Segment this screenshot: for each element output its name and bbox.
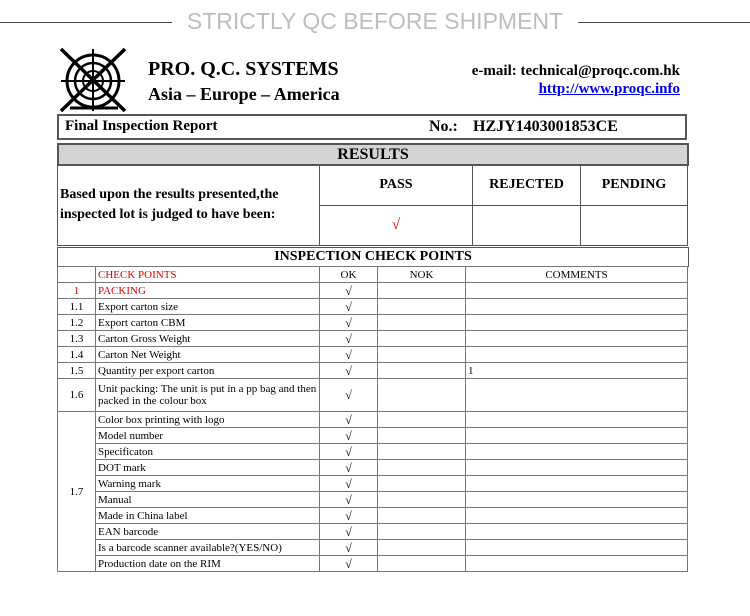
table-row xyxy=(58,476,688,492)
table-row xyxy=(58,347,688,363)
row-label: Export carton CBM xyxy=(96,315,320,331)
nok-cell xyxy=(378,299,466,315)
contact-email: e-mail: technical@proqc.com.hk xyxy=(471,63,680,79)
comment-cell xyxy=(466,331,688,347)
ok-mark: √ xyxy=(320,412,378,428)
row-label: Unit packing: The unit is put in a pp bag and then packed in the colour box xyxy=(96,379,320,412)
nok-cell xyxy=(378,444,466,460)
row-label: Production date on the RIM xyxy=(96,556,320,572)
comment-cell xyxy=(466,540,688,556)
row-label: EAN barcode xyxy=(96,524,320,540)
ok-mark: √ xyxy=(320,379,378,412)
row-label: Warning mark xyxy=(96,476,320,492)
nok-cell xyxy=(378,331,466,347)
nok-cell xyxy=(378,315,466,331)
ok-mark: √ xyxy=(320,299,378,315)
pass-column-header: PASS xyxy=(320,165,473,206)
comment-cell xyxy=(466,299,688,315)
row-number: 1.4 xyxy=(58,347,96,363)
comment-cell xyxy=(466,524,688,540)
company-regions: Asia – Europe – America xyxy=(148,84,340,104)
table-row xyxy=(58,524,688,540)
group-number: 1.7 xyxy=(58,412,96,572)
table-row xyxy=(58,315,688,331)
table-row xyxy=(58,283,688,299)
nok-cell xyxy=(378,556,466,572)
nok-cell xyxy=(378,347,466,363)
table-row xyxy=(58,508,688,524)
comment-cell xyxy=(466,379,688,412)
check-points-column-header: CHECK POINTS xyxy=(96,267,320,283)
comment-cell xyxy=(466,476,688,492)
inspection-column-header-row xyxy=(58,267,688,283)
nok-cell xyxy=(378,428,466,444)
crossed-target-logo-icon xyxy=(58,46,128,112)
company-name: PRO. Q.C. SYSTEMS xyxy=(148,58,339,80)
ok-mark: √ xyxy=(320,363,378,379)
comment-cell xyxy=(466,508,688,524)
row-number: 1.5 xyxy=(58,363,96,379)
inspection-table xyxy=(57,266,688,572)
comment-cell xyxy=(466,283,688,299)
nok-cell xyxy=(378,508,466,524)
row-label: Carton Gross Weight xyxy=(96,331,320,347)
nok-column-header: NOK xyxy=(378,267,466,283)
row-label: DOT mark xyxy=(96,460,320,476)
inspection-checkpoints-header: INSPECTION CHECK POINTS xyxy=(57,247,689,267)
ok-mark: √ xyxy=(320,347,378,363)
pending-cell xyxy=(581,206,688,246)
row-label: PACKING xyxy=(96,283,320,299)
ok-mark: √ xyxy=(320,283,378,299)
table-row xyxy=(58,379,688,412)
row-label: Export carton size xyxy=(96,299,320,315)
report-number: HZJY1403001853CE xyxy=(473,118,618,135)
ok-column-header: OK xyxy=(320,267,378,283)
row-label: Is a barcode scanner available?(YES/NO) xyxy=(96,540,320,556)
row-number: 1.2 xyxy=(58,315,96,331)
table-row xyxy=(58,460,688,476)
nok-cell xyxy=(378,283,466,299)
rejected-column-header: REJECTED xyxy=(473,165,581,206)
nok-cell xyxy=(378,460,466,476)
pending-column-header: PENDING xyxy=(581,165,688,206)
results-header: RESULTS xyxy=(57,143,689,166)
table-row xyxy=(58,540,688,556)
comment-cell xyxy=(466,556,688,572)
row-label: Quantity per export carton xyxy=(96,363,320,379)
comment-cell xyxy=(466,492,688,508)
report-title: Final Inspection Report xyxy=(65,118,218,134)
banner-left-rule xyxy=(0,22,172,23)
ok-mark: √ xyxy=(320,444,378,460)
row-label: Specificaton xyxy=(96,444,320,460)
ok-mark: √ xyxy=(320,524,378,540)
nok-cell xyxy=(378,524,466,540)
comment-cell xyxy=(466,460,688,476)
comment-cell: 1 xyxy=(466,363,688,379)
ok-mark: √ xyxy=(320,540,378,556)
table-row xyxy=(58,428,688,444)
ok-mark: √ xyxy=(320,428,378,444)
row-label: Model number xyxy=(96,428,320,444)
row-number: 1 xyxy=(58,283,96,299)
ok-mark: √ xyxy=(320,492,378,508)
ok-mark: √ xyxy=(320,508,378,524)
nok-cell xyxy=(378,540,466,556)
row-label: Color box printing with logo xyxy=(96,412,320,428)
comment-cell xyxy=(466,444,688,460)
table-row xyxy=(58,412,688,428)
num-header-cell xyxy=(58,267,96,283)
nok-cell xyxy=(378,492,466,508)
comment-cell xyxy=(466,347,688,363)
results-statement: Based upon the results presented,the inspected lot is judged to have been: xyxy=(58,165,320,246)
pass-check-mark: √ xyxy=(320,206,473,246)
comment-cell xyxy=(466,412,688,428)
nok-cell xyxy=(378,363,466,379)
table-row xyxy=(58,363,688,379)
row-number: 1.3 xyxy=(58,331,96,347)
row-label: Made in China label xyxy=(96,508,320,524)
banner-right-rule xyxy=(578,22,750,23)
results-table xyxy=(57,164,688,246)
report-number-label: No.: xyxy=(429,118,458,135)
row-label: Carton Net Weight xyxy=(96,347,320,363)
report-title-box xyxy=(57,114,687,140)
ok-mark: √ xyxy=(320,315,378,331)
ok-mark: √ xyxy=(320,556,378,572)
table-row xyxy=(58,299,688,315)
comment-cell xyxy=(466,428,688,444)
top-banner xyxy=(0,6,750,38)
website-link[interactable]: http://www.proqc.info xyxy=(538,81,680,97)
ok-mark: √ xyxy=(320,460,378,476)
row-number: 1.1 xyxy=(58,299,96,315)
comment-cell xyxy=(466,315,688,331)
nok-cell xyxy=(378,476,466,492)
nok-cell xyxy=(378,379,466,412)
row-number: 1.6 xyxy=(58,379,96,412)
row-label: Manual xyxy=(96,492,320,508)
ok-mark: √ xyxy=(320,331,378,347)
table-row xyxy=(58,444,688,460)
rejected-cell xyxy=(473,206,581,246)
ok-mark: √ xyxy=(320,476,378,492)
banner-text: STRICTLY QC BEFORE SHIPMENT xyxy=(186,8,564,34)
table-row xyxy=(58,331,688,347)
nok-cell xyxy=(378,412,466,428)
table-row xyxy=(58,492,688,508)
table-row xyxy=(58,556,688,572)
comments-column-header: COMMENTS xyxy=(466,267,688,283)
